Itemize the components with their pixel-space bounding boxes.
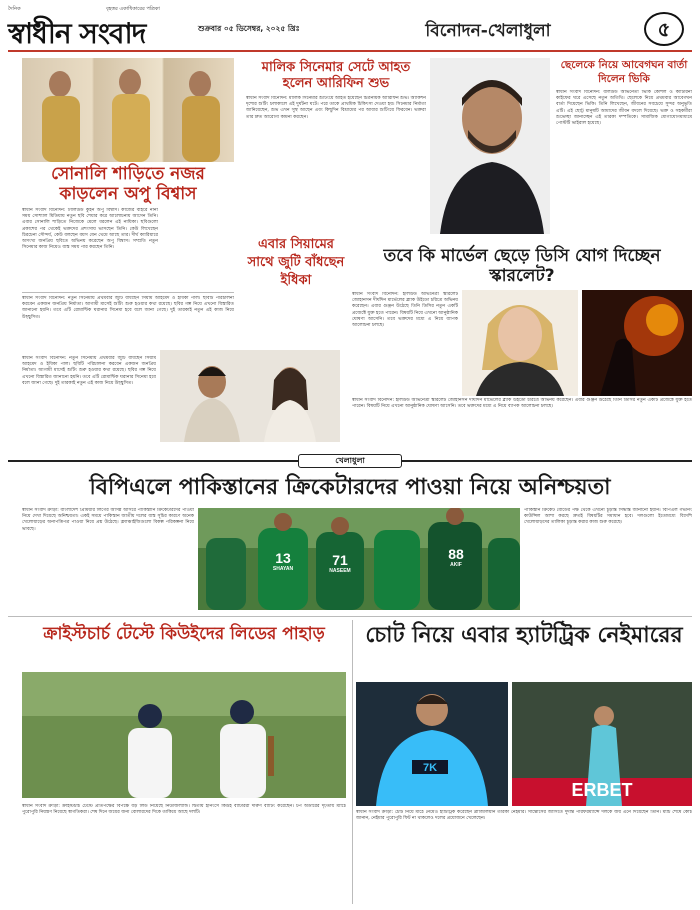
black-widow-photo: [582, 290, 692, 396]
vicky-headline: ছেলেকে নিয়ে আবেগঘন বার্তা দিলেন ভিকি: [560, 59, 688, 85]
christchurch-body: স্বাধীন সংবাদ ক্রীড়া: ক্রাইস্টচার্চ টেস্টে প্রতিপক্ষের বিপক্ষে বড় লিড নিয়েছে নিউজিল্যান্ড। দ্বিতীয় ইনিংসে কিউই ব্যাটাররা দারুণ ব্যাটিং করেছেন। টপ অর্ডারের দৃঢ়তায় ম্যাচে পুরোপুরি নিয়ন্ত্রণ নিয়েছে স্বাগতিকরা। শেষ দিনে জয়ের জন্য বোলারদের দিকে তাকিয়ে আছে দলটি।: [22, 804, 346, 816]
santos-match-photo: [512, 682, 692, 806]
idhika-body: স্বাধীন সংবাদ বিনোদন: নতুন সিনেমায় প্রথমবার জুটি বাঁধছেন সিয়াম আহমেদ ও ইধিকা পাল। ছবিটি পরিচালনা করবেন একজন জনপ্রিয় নির্মাতা। আগামী মাসেই শুটিং শুরু হওয়ার কথা রয়েছে। ছবির গল্প নিয়ে এখনো বিস্তারিত জানানো হয়নি। তবে এটি রোমান্টিক ঘরানার সিনেমা হবে বলে জানা গেছে। দুই তারকাই নতুন এই কাজ নিয়ে উচ্ছ্বসিত।: [22, 296, 234, 320]
neymar-illustration: [356, 682, 508, 806]
saree-figures-illustration: [22, 58, 234, 162]
scarlett-body-cont: স্বাধীন সংবাদ বিনোদন: হলিউড অভিনেত্রী স্কারলেট জোহানসন দীর্ঘদিন মার্ভেলের ব্ল্যাক উইডো চরিত্রে অভিনয় করেছেন। এবার গুঞ্জন উঠেছে তিনি ডিসির নতুন একটি প্রজেক্টে যুক্ত হতে পারেন। বিষয়টি নিয়ে এখনো আনুষ্ঠানিক ঘোষণা আসেনি। তবে ভক্তদের মধ্যে এ নিয়ে ব্যাপক আলোচনা চলছে।: [352, 398, 692, 410]
christchurch-test-photo: [22, 672, 346, 798]
page-number: ৫: [644, 12, 684, 46]
jersey-number: 71: [332, 552, 348, 568]
logo-tagline: দৈনিক: [8, 6, 21, 12]
section-title: বিনোদন-খেলাধুলা: [425, 21, 551, 41]
scarlett-headline: তবে কি মার্ভেল ছেড়ে ডিসি যোগ দিচ্ছেন স্কারলেট?: [383, 246, 661, 286]
vicky-kaushal-photo: [430, 58, 550, 234]
bpl-headline: বিপিএলে পাকিস্তানের ক্রিকেটারদের পাওয়া নিয়ে অনিশ্চয়তা: [89, 475, 611, 500]
idhika-body-cont: স্বাধীন সংবাদ বিনোদন: নতুন সিনেমায় প্রথমবার জুটি বাঁধছেন সিয়াম আহমেদ ও ইধিকা পাল। ছবিটি পরিচালনা করবেন একজন জনপ্রিয় নির্মাতা। আগামী মাসেই শুটিং শুরু হওয়ার কথা রয়েছে। ছবির গল্প নিয়ে এখনো বিস্তারিত জানানো হয়নি। তবে এটি রোমান্টিক ঘরানার সিনেমা হবে বলে জানা গেছে। দুই তারকাই নতুন এই কাজ নিয়ে উচ্ছ্বসিত।: [22, 356, 156, 386]
scarlett-photo: [462, 290, 578, 396]
idhika-headline: এবার সিয়ামের সাথে জুটি বাঁধছেন ইধিকা: [247, 237, 345, 288]
portrait-illustration: [430, 58, 550, 234]
couple-illustration: [160, 350, 340, 442]
neymar-celebration-photo: [356, 682, 508, 806]
arifin-shuvo-body: স্বাধীন সংবাদ বিনোদন: মালিক সিনেমার শুটিংয়ে আহত হয়েছেন চিত্রনায়ক আরিফিন শুভ। অ্যাকশন দৃশ্যের শুটিং চলাকালে এই দুর্ঘটনা ঘটে। পরে তাকে প্রাথমিক চিকিৎসা দেওয়া হয়। সিনেমার নির্মাতা জানিয়েছেন, শুভ এখন সুস্থ আছেন এবং কিছুদিন বিশ্রামের পর আবার শুটিংয়ে ফিরবেন। ভক্তরা তার দ্রুত আরোগ্য কামনা করছেন।: [246, 96, 426, 120]
jersey-number: 13: [275, 550, 291, 566]
sports-section-label: খেলাধুলা: [298, 454, 402, 468]
svg-text:7K: 7K: [422, 762, 438, 774]
stadium-banner-text: ERBET: [571, 780, 633, 800]
portrait-illustration: [462, 290, 578, 396]
divider: [22, 292, 234, 293]
logo-slogan: বৃহত্তর একাধিকারের পত্রিকা: [106, 6, 160, 12]
arifin-shuvo-headline: মালিক সিনেমার সেটে আহত হলেন আরিফিন শুভ: [261, 60, 411, 91]
header-rule: [8, 50, 692, 52]
sports-section-band: [8, 454, 692, 468]
jersey-number: 88: [448, 546, 464, 562]
pakistan-team-photo: [198, 508, 520, 610]
masthead: [8, 6, 692, 54]
apu-biswas-headline: সোনালি শাড়িতে নজর কাড়লেন অপু বিশ্বাস: [51, 164, 205, 204]
vicky-body: স্বাধীন সংবাদ বিনোদন: বলিউড অভিনেতা ভিকি কৌশল ও ক্যাটরিনা কাইফের ঘরে এসেছে নতুন অতিথি। ছেলেকে নিয়ে প্রথমবার আবেগঘন বার্তা দিয়েছেন ভিকি। তিনি লিখেছেন, জীবনের সবচেয়ে সুন্দর অনুভূতি এটি। এই ছোট্ট মানুষটি আমাদের জীবন বদলে দিয়েছে। ভক্ত ও সহকর্মীরা শুভেচ্ছা জানাচ্ছেন এই তারকা দম্পতিকে। সামাজিক যোগাযোগমাধ্যমে পোস্টটি ভাইরাল হয়েছে।: [556, 90, 692, 127]
apu-biswas-photo: [22, 58, 234, 162]
divider: [8, 616, 692, 617]
jersey-name: AKIF: [450, 562, 462, 568]
apu-biswas-body: স্বাধীন সংবাদ বিনোদন: ঢালিউড কুইন অপু বিশ্বাস। কাজের বাইরে নানা সময় সোশ্যাল মিডিয়ায় নতুন ছবি শেয়ার করে আলোচনায় আসেন তিনি। এবার সোনালি শাড়িতে নিজেকে মেলে ধরলেন এই নায়িকা। ছবিগুলো প্রকাশের পর থেকেই ভক্তদের প্রশংসায় ভাসছেন তিনি। কেউ লিখেছেন চিরচেনা সৌন্দর্য, কেউ বলছেন বয়স যেন থেমে আছে তার। দীর্ঘ ক্যারিয়ারে অসংখ্য জনপ্রিয় ছবিতে অভিনয় করেছেন অপু বিশ্বাস। সম্প্রতি নতুন সিনেমার কাজ নিয়েও ব্যস্ত সময় পার করছেন তিনি।: [22, 208, 158, 251]
newspaper-logo: স্বাধীন সংবাদ: [8, 17, 146, 50]
siam-idhika-photo: [160, 350, 340, 442]
cricketers-illustration: [22, 672, 346, 798]
neymar-body: স্বাধীন সংবাদ ক্রীড়া: চোট নিয়ে মাঠে নেমেও হ্যাটট্রিক করেছেন ব্রাজিলিয়ান তারকা নেইমার। সান্তোসের জার্সিতে দুর্দান্ত পারফরম্যান্সে দলকে জয় এনে দিয়েছেন তিনি। ম্যাচ শেষে কোচ জানান, নেইমার পুরোপুরি ফিট না থাকলেও দলের প্রয়োজনে খেলেছেন।: [356, 810, 692, 822]
bpl-body-left: স্বাধীন সংবাদ ক্রীড়া: বাংলাদেশ প্রিমিয়ার লিগের আসন্ন আসরে পাকিস্তানি ক্রিকেটারদের পাওয়া নিয়ে দেখা দিয়েছে অনিশ্চয়তা। একই সময়ে পাকিস্তান জাতীয় দলের ব্যস্ত সূচির কারণে অনেক খেলোয়াড়ের অনাপত্তিপত্র পাওয়া নিয়ে প্রশ্ন উঠেছে। ফ্র্যাঞ্চাইজিগুলো বিকল্প পরিকল্পনা নিয়ে ভাবছে।: [22, 508, 194, 532]
action-illustration: [582, 290, 692, 396]
scarlett-body: স্বাধীন সংবাদ বিনোদন: হলিউড অভিনেত্রী স্কারলেট জোহানসন দীর্ঘদিন মার্ভেলের ব্ল্যাক উইডো চরিত্রে অভিনয় করেছেন। এবার গুঞ্জন উঠেছে তিনি ডিসির নতুন একটি প্রজেক্টে যুক্ত হতে পারেন। বিষয়টি নিয়ে এখনো আনুষ্ঠানিক ঘোষণা আসেনি। তবে ভক্তদের মধ্যে এ নিয়ে ব্যাপক আলোচনা চলছে।: [352, 292, 458, 329]
neymar-headline: চোট নিয়ে এবার হ্যাটট্রিক নেইমারের: [365, 623, 683, 648]
bpl-body-right: পাকিস্তান ক্রিকেট বোর্ডের পক্ষ থেকে এখনো চূড়ান্ত সিদ্ধান্ত জানানো হয়নি। বিপিএল গভর্নিং কাউন্সিল আশা করছে দ্রুতই বিষয়টির সমাধান হবে। দলগুলো ইতোমধ্যে বিদেশি খেলোয়াড়দের তালিকা চূড়ান্ত করার কাজ শুরু করেছে।: [524, 508, 692, 526]
jersey-name: NASEEM: [329, 568, 351, 574]
issue-date: শুক্রবার ০৫ ডিসেম্বর, ২০২৫ খ্রিঃ: [198, 24, 300, 33]
divider: [352, 620, 353, 904]
jersey-name: SHAYAN: [272, 566, 294, 572]
christchurch-headline: ক্রাইস্টচার্চ টেস্টে কিউইদের লিডের পাহাড়: [43, 624, 325, 644]
